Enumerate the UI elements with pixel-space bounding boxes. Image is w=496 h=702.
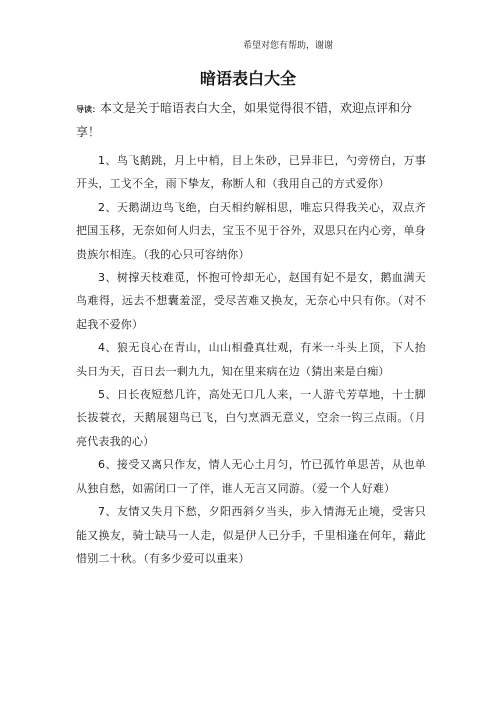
paragraph-1: 1、鸟飞鹅跳，月上中梢，目上朱砂，已异非巳，勺旁傍白，万事开头，工戈不全，雨下挚友，称断人和（我用自己的方式爱你） bbox=[76, 154, 426, 191]
intro-text: 本文是关于暗语表白大全，如果觉得很不错，欢迎点评和分享！ bbox=[76, 101, 413, 139]
paragraph-7: 7、友情又失月下愁，夕阳西斜夕当头，步入情海无止境，受害只能又换友，骑士缺马一人走，似是伊人已分手，千里相逢在何年，藉此惜别二十秋。（有多少爱可以重来） bbox=[76, 505, 426, 565]
header-note: 希望对您有帮助，谢谢 bbox=[242, 41, 333, 51]
paragraph-2: 2、天鹅湖边鸟飞绝，白天相约解相思，唯忘只得我关心，双点齐把国玉移，无奈如何人归去，宝玉不见于谷外，双思只在内心旁，单身贵族尔相连。（我的心只可容纳你） bbox=[76, 200, 426, 261]
paragraph-6: 6、接受又离只作友，情人无心土月匀，竹已孤竹单思苦，从也单从独自愁，如需闭口一了伴，谁人无言又同游。（爱一个人好难） bbox=[76, 458, 426, 495]
intro-block bbox=[76, 97, 426, 144]
page-title: 暗语表白大全 bbox=[199, 69, 296, 88]
body-text bbox=[76, 149, 426, 570]
paragraph-5: 5、日长夜短愁几许，高处无口几人来，一人游弋芳草地，十士脚长拔蓑衣，天鹅展翅鸟已飞，白勺烹酒无意义，空余一钩三点雨。（月亮代表我的心） bbox=[76, 388, 426, 448]
paragraph-4: 4、狼无良心在青山，山山相叠真壮观，有米一斗头上顶，下人抬头日为天，百日去一剩九九，知在里来病在边（猜出来是白痴） bbox=[76, 341, 426, 378]
paragraph-3: 3、树撑天枝难觅，怀抱可怜却无心，赵国有妃不是女，鹅血满天鸟难得，远去不想囊羞涩，受尽苦难又换友，无奈心中只有你。（对不起我不爱你） bbox=[76, 271, 426, 331]
intro-label: 导读： bbox=[76, 105, 100, 114]
